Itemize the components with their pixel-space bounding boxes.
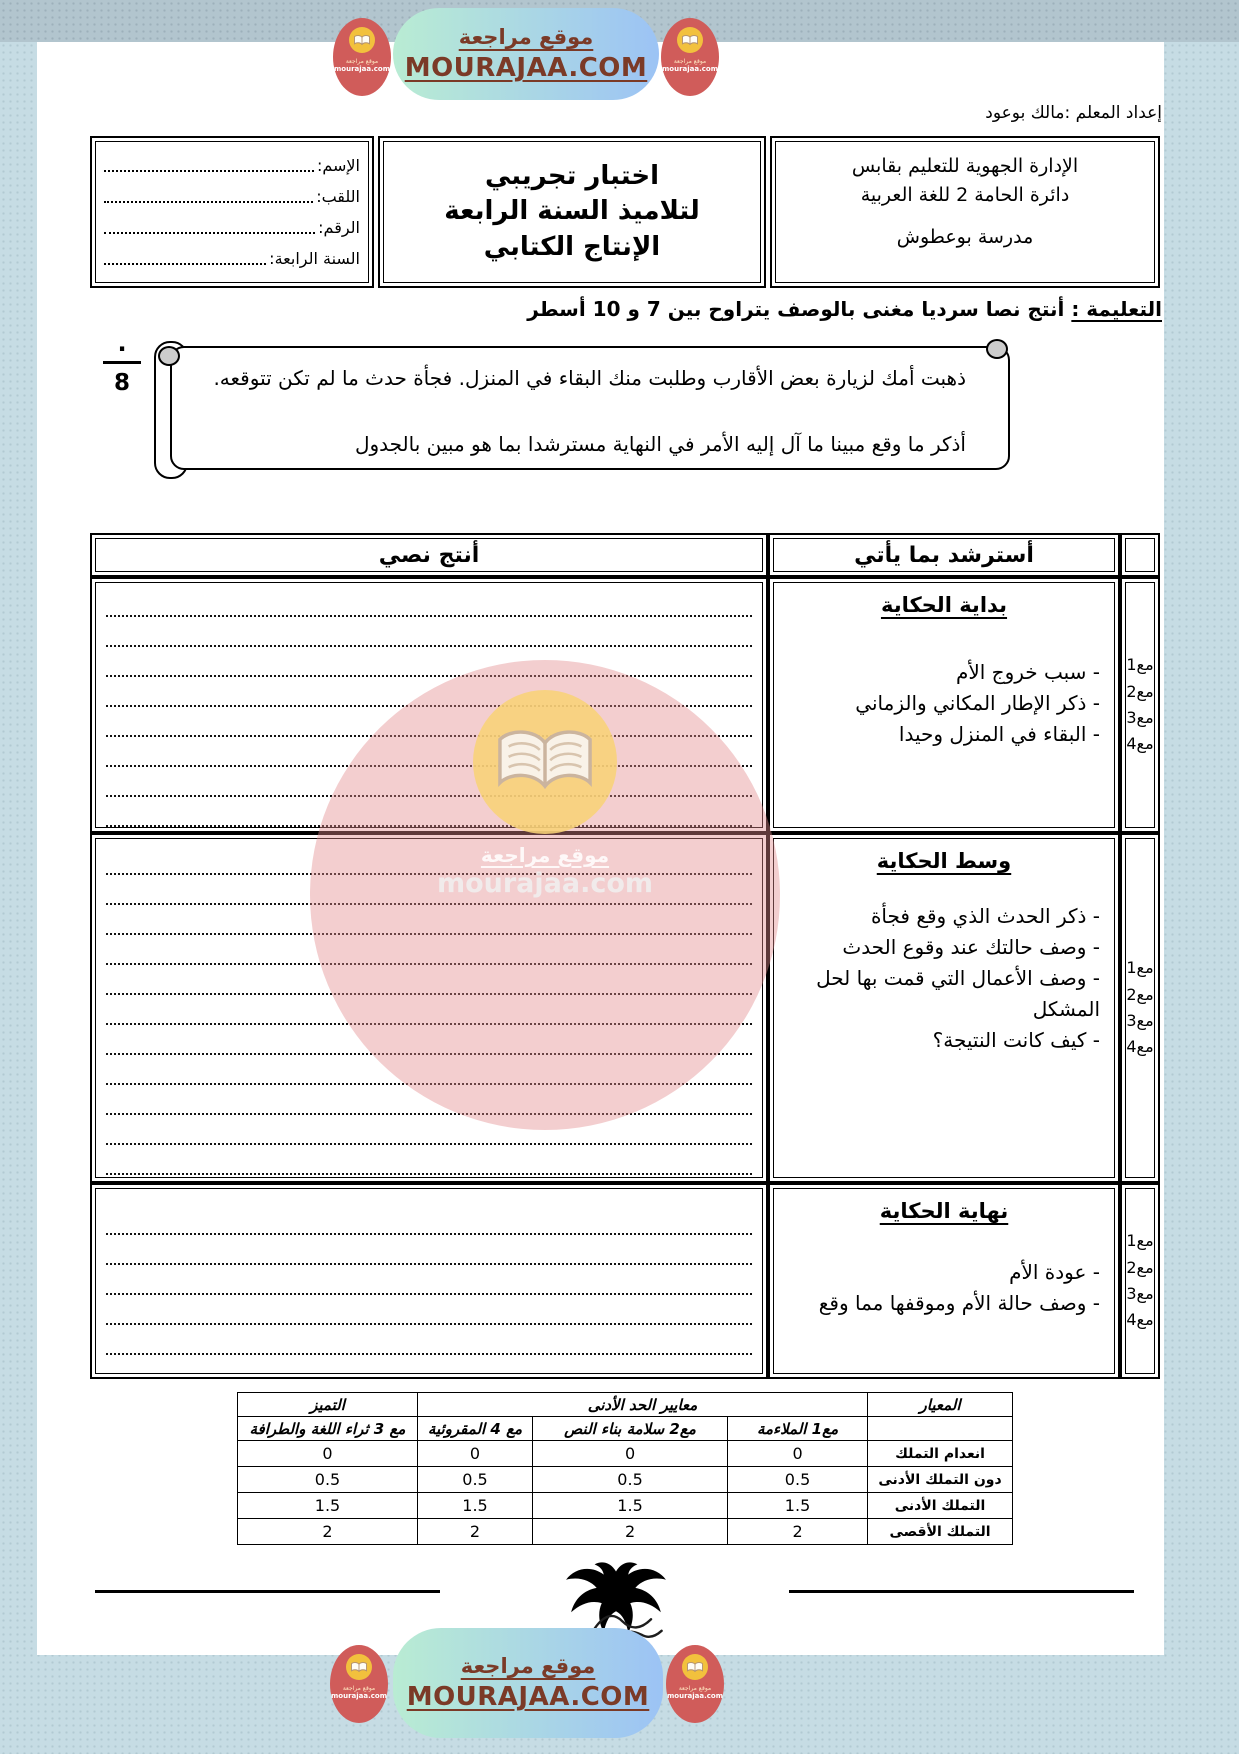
- guide-cell: [768, 1183, 1120, 1379]
- criteria-cell-inner: [1125, 1188, 1155, 1374]
- book-icon: [349, 27, 375, 53]
- rubric-value: 1.5: [418, 1493, 533, 1519]
- scroll-curl-icon: [158, 346, 180, 366]
- admin-line: دائرة الحامة 2 للغة العربية: [860, 183, 1070, 206]
- writing-line: [106, 737, 752, 767]
- rubric-column-header: مع1 الملاءمة: [728, 1417, 868, 1441]
- section-title: نهاية الحكاية: [879, 1199, 1009, 1223]
- main-table: [90, 533, 1160, 1379]
- rubric-value: 1.5: [533, 1493, 728, 1519]
- rubric-row: [238, 1467, 1013, 1493]
- criteria-item: مع2: [1126, 984, 1154, 1004]
- rubric-value: 0: [238, 1441, 418, 1467]
- writing-line: [106, 1295, 752, 1325]
- footer-divider-left: [95, 1590, 440, 1593]
- writing-line: [106, 1025, 752, 1055]
- rubric-row-label: التملك الأقصى: [868, 1519, 1013, 1545]
- prompt-line: ذهبت أمك لزيارة بعض الأقارب وطلبت منك البقاء في المنزل. فجأة حدث ما لم تكن تتوقعه.: [213, 366, 966, 390]
- score-dot: .: [117, 329, 127, 357]
- site-banner-bottom: [393, 1628, 663, 1738]
- guide-point: - وصف الأعمال التي قمت بها لحل المشكل: [816, 966, 1100, 1021]
- mourajaa-logo: [333, 18, 391, 96]
- rubric-row: [238, 1519, 1013, 1545]
- book-icon: [346, 1654, 372, 1680]
- rubric-value: 0.5: [418, 1467, 533, 1493]
- logo-name-ar: موقع مراجعة: [678, 1685, 712, 1692]
- site-name-arabic: موقع مراجعة: [460, 1654, 596, 1678]
- criteria-item: مع1: [1126, 1231, 1154, 1251]
- logo-name-ar: موقع مراجعة: [673, 58, 707, 65]
- student-field: [104, 156, 360, 175]
- rubric-value: 0: [728, 1441, 868, 1467]
- dotted-leader: [104, 158, 314, 172]
- guide-header-cell: [768, 533, 1120, 577]
- rubric-body: [238, 1441, 1013, 1545]
- instruction-label: التعليمة :: [1071, 297, 1162, 321]
- footer-divider-right: [789, 1590, 1134, 1593]
- score-marker: [100, 329, 144, 397]
- criteria-cell: [1120, 833, 1160, 1183]
- produce-header-cell: [90, 533, 768, 577]
- student-info-cell: [90, 136, 374, 288]
- exam-title-line: الإنتاج الكتابي: [483, 231, 661, 262]
- writing-line: [106, 935, 752, 965]
- watermark-domain: mourajaa.com: [436, 868, 654, 899]
- guide-points: [780, 657, 1108, 750]
- prompt-line: أذكر ما وقع مبينا ما آل إليه الأمر في النهاية مسترشدا بما هو مبين بالجدول: [354, 432, 966, 456]
- rubric-value: 2: [728, 1519, 868, 1545]
- rubric-value: 0.5: [533, 1467, 728, 1493]
- site-domain: MOURAJAA.COM: [406, 1682, 650, 1712]
- mourajaa-logo: [661, 18, 719, 96]
- student-cell-inner: [95, 141, 369, 283]
- guide-point: - البقاء في المنزل وحيدا: [898, 722, 1100, 746]
- site-banner-top: [393, 8, 659, 100]
- site-domain: MOURAJAA.COM: [404, 53, 648, 83]
- criteria-cell: [1120, 577, 1160, 833]
- writing-line: [106, 905, 752, 935]
- rubric-value: 0: [418, 1441, 533, 1467]
- student-field-label: الرقم:: [318, 218, 360, 237]
- criteria-cell: [1120, 1183, 1160, 1379]
- rubric-value: 0.5: [728, 1467, 868, 1493]
- criteria-item: مع3: [1126, 708, 1154, 727]
- admin-info-cell: [770, 136, 1160, 288]
- rubric-row: [238, 1441, 1013, 1467]
- score-total: 8: [113, 370, 130, 397]
- admin-line: الإدارة الجهوية للتعليم بقابس: [851, 155, 1079, 177]
- writing-line: [106, 1055, 752, 1085]
- header-table: [90, 136, 1160, 288]
- rubric-column-header: مع2 سلامة بناء النص: [533, 1417, 728, 1441]
- rubric-row: [238, 1493, 1013, 1519]
- rubric-row-label: التملك الأدنى: [868, 1493, 1013, 1519]
- writing-line: [106, 965, 752, 995]
- logo-domain: mourajaa.com: [661, 65, 719, 73]
- guide-header-label: أسترشد بما يأتي: [773, 538, 1115, 572]
- rubric-min-header: معايير الحد الأدنى: [418, 1393, 868, 1417]
- writing-line: [106, 1265, 752, 1295]
- student-field-label: السنة الرابعة:: [269, 249, 360, 268]
- logo-domain: mourajaa.com: [666, 1692, 724, 1700]
- mourajaa-logo: [666, 1645, 724, 1723]
- produce-cell-inner: [95, 1188, 763, 1374]
- rubric-column-header: مع 4 المقروئية: [418, 1417, 533, 1441]
- rubric-value: 1.5: [238, 1493, 418, 1519]
- produce-cell-inner: [95, 838, 763, 1178]
- admin-line: مدرسة بوعطوش: [896, 226, 1034, 248]
- exam-title-line: اختبار تجريبي: [485, 161, 660, 192]
- criteria-item: مع1: [1126, 958, 1154, 978]
- produce-cell: [90, 577, 768, 833]
- writing-line: [106, 707, 752, 737]
- writing-line: [106, 617, 752, 647]
- criteria-item: مع4: [1126, 1037, 1154, 1057]
- rubric-value: 1.5: [728, 1493, 868, 1519]
- guide-points: [780, 1257, 1108, 1319]
- criteria-cell-inner: [1125, 838, 1155, 1178]
- prompt-scroll: [170, 346, 1010, 470]
- guide-cell: [768, 833, 1120, 1183]
- guide-cell: [768, 577, 1120, 833]
- guide-point: - ذكر الإطار المكاني والزماني: [855, 691, 1100, 715]
- guide-point: - سبب خروج الأم: [955, 660, 1100, 684]
- guide-point: - عودة الأم: [1009, 1260, 1100, 1284]
- student-field: [104, 249, 360, 268]
- writing-line: [106, 647, 752, 677]
- dotted-leader: [104, 251, 266, 265]
- guide-point: - كيف كانت النتيجة؟: [932, 1028, 1100, 1052]
- site-name-arabic: موقع مراجعة: [458, 25, 594, 49]
- criteria-item: مع4: [1126, 1310, 1154, 1330]
- student-field: [104, 187, 360, 206]
- student-field-label: الإسم:: [316, 156, 360, 175]
- produce-cell: [90, 1183, 768, 1379]
- section-title: بداية الحكاية: [880, 593, 1008, 617]
- instruction-text: أنتج نصا سرديا مغنى بالوصف يتراوح بين 7 و 10 أسطر: [527, 297, 1065, 321]
- writing-line: [106, 797, 752, 827]
- rubric-empty-cell: [868, 1417, 1013, 1441]
- writing-line: [106, 845, 752, 875]
- rubric-value: 2: [533, 1519, 728, 1545]
- writing-line: [106, 767, 752, 797]
- section-title: وسط الحكاية: [876, 849, 1012, 873]
- guide-cell-inner: [773, 582, 1115, 828]
- dotted-leader: [104, 220, 315, 234]
- writing-line: [106, 1325, 752, 1355]
- logo-name-ar: موقع مراجعة: [342, 1685, 376, 1692]
- exam-title-cell: [378, 136, 766, 288]
- rubric-column-header: مع 3 ثراء اللغة والطرافة: [238, 1417, 418, 1441]
- instruction-line: [527, 297, 1162, 321]
- guide-points: [780, 901, 1108, 1056]
- writing-line: [106, 1085, 752, 1115]
- prepared-by-line: إعداد المعلم :مالك بوعود: [985, 103, 1162, 123]
- rubric-value: 0: [533, 1441, 728, 1467]
- logo-domain: mourajaa.com: [333, 65, 391, 73]
- exam-title-line: لتلاميذ السنة الرابعة: [444, 196, 700, 227]
- score-bar: [103, 361, 141, 364]
- criteria-item: مع3: [1126, 1284, 1154, 1303]
- admin-cell-inner: [775, 141, 1155, 283]
- rubric-value: 2: [418, 1519, 533, 1545]
- writing-line: [106, 1115, 752, 1145]
- mourajaa-logo: [330, 1645, 388, 1723]
- guide-point: - وصف حالتك عند وقوع الحدث: [842, 935, 1100, 959]
- guide-point: - وصف حالة الأم وموقفها مما وقع: [818, 1291, 1100, 1315]
- logo-name-ar: موقع مراجعة: [345, 58, 379, 65]
- rubric-value: 2: [238, 1519, 418, 1545]
- writing-line: [106, 875, 752, 905]
- criteria-header-cell: [1120, 533, 1160, 577]
- guide-cell-inner: [773, 1188, 1115, 1374]
- criteria-item: مع4: [1126, 734, 1154, 754]
- guide-point: - ذكر الحدث الذي وقع فجأة: [870, 904, 1100, 928]
- writing-line: [106, 1145, 752, 1175]
- writing-line: [106, 587, 752, 617]
- rubric-value: 0.5: [238, 1467, 418, 1493]
- criteria-item: مع2: [1126, 1257, 1154, 1277]
- dotted-leader: [104, 189, 313, 203]
- writing-line: [106, 677, 752, 707]
- rubric-row-label: دون التملك الأدنى: [868, 1467, 1013, 1493]
- writing-line: [106, 1235, 752, 1265]
- criteria-item: مع2: [1126, 681, 1154, 701]
- criteria-item: مع3: [1126, 1011, 1154, 1030]
- student-field: [104, 218, 360, 237]
- rubric-criterion-header: المعيار: [868, 1393, 1013, 1417]
- book-icon: [682, 1654, 708, 1680]
- criteria-cell-inner: [1125, 582, 1155, 828]
- rubric-excellence-header: التميز: [238, 1393, 418, 1417]
- criteria-item: مع1: [1126, 655, 1154, 675]
- title-cell-inner: [383, 141, 761, 283]
- watermark-name-ar: موقع مراجعة: [480, 843, 610, 867]
- writing-line: [106, 1205, 752, 1235]
- produce-header-label: أنتج نصي: [95, 538, 763, 572]
- rubric-table: [237, 1392, 1013, 1545]
- logo-domain: mourajaa.com: [330, 1692, 388, 1700]
- produce-cell-inner: [95, 582, 763, 828]
- student-field-label: اللقب:: [316, 187, 360, 206]
- guide-cell-inner: [773, 838, 1115, 1178]
- writing-line: [106, 995, 752, 1025]
- book-icon: [677, 27, 703, 53]
- scroll-curl-icon: [986, 339, 1008, 359]
- rubric-row-label: انعدام التملك: [868, 1441, 1013, 1467]
- produce-cell: [90, 833, 768, 1183]
